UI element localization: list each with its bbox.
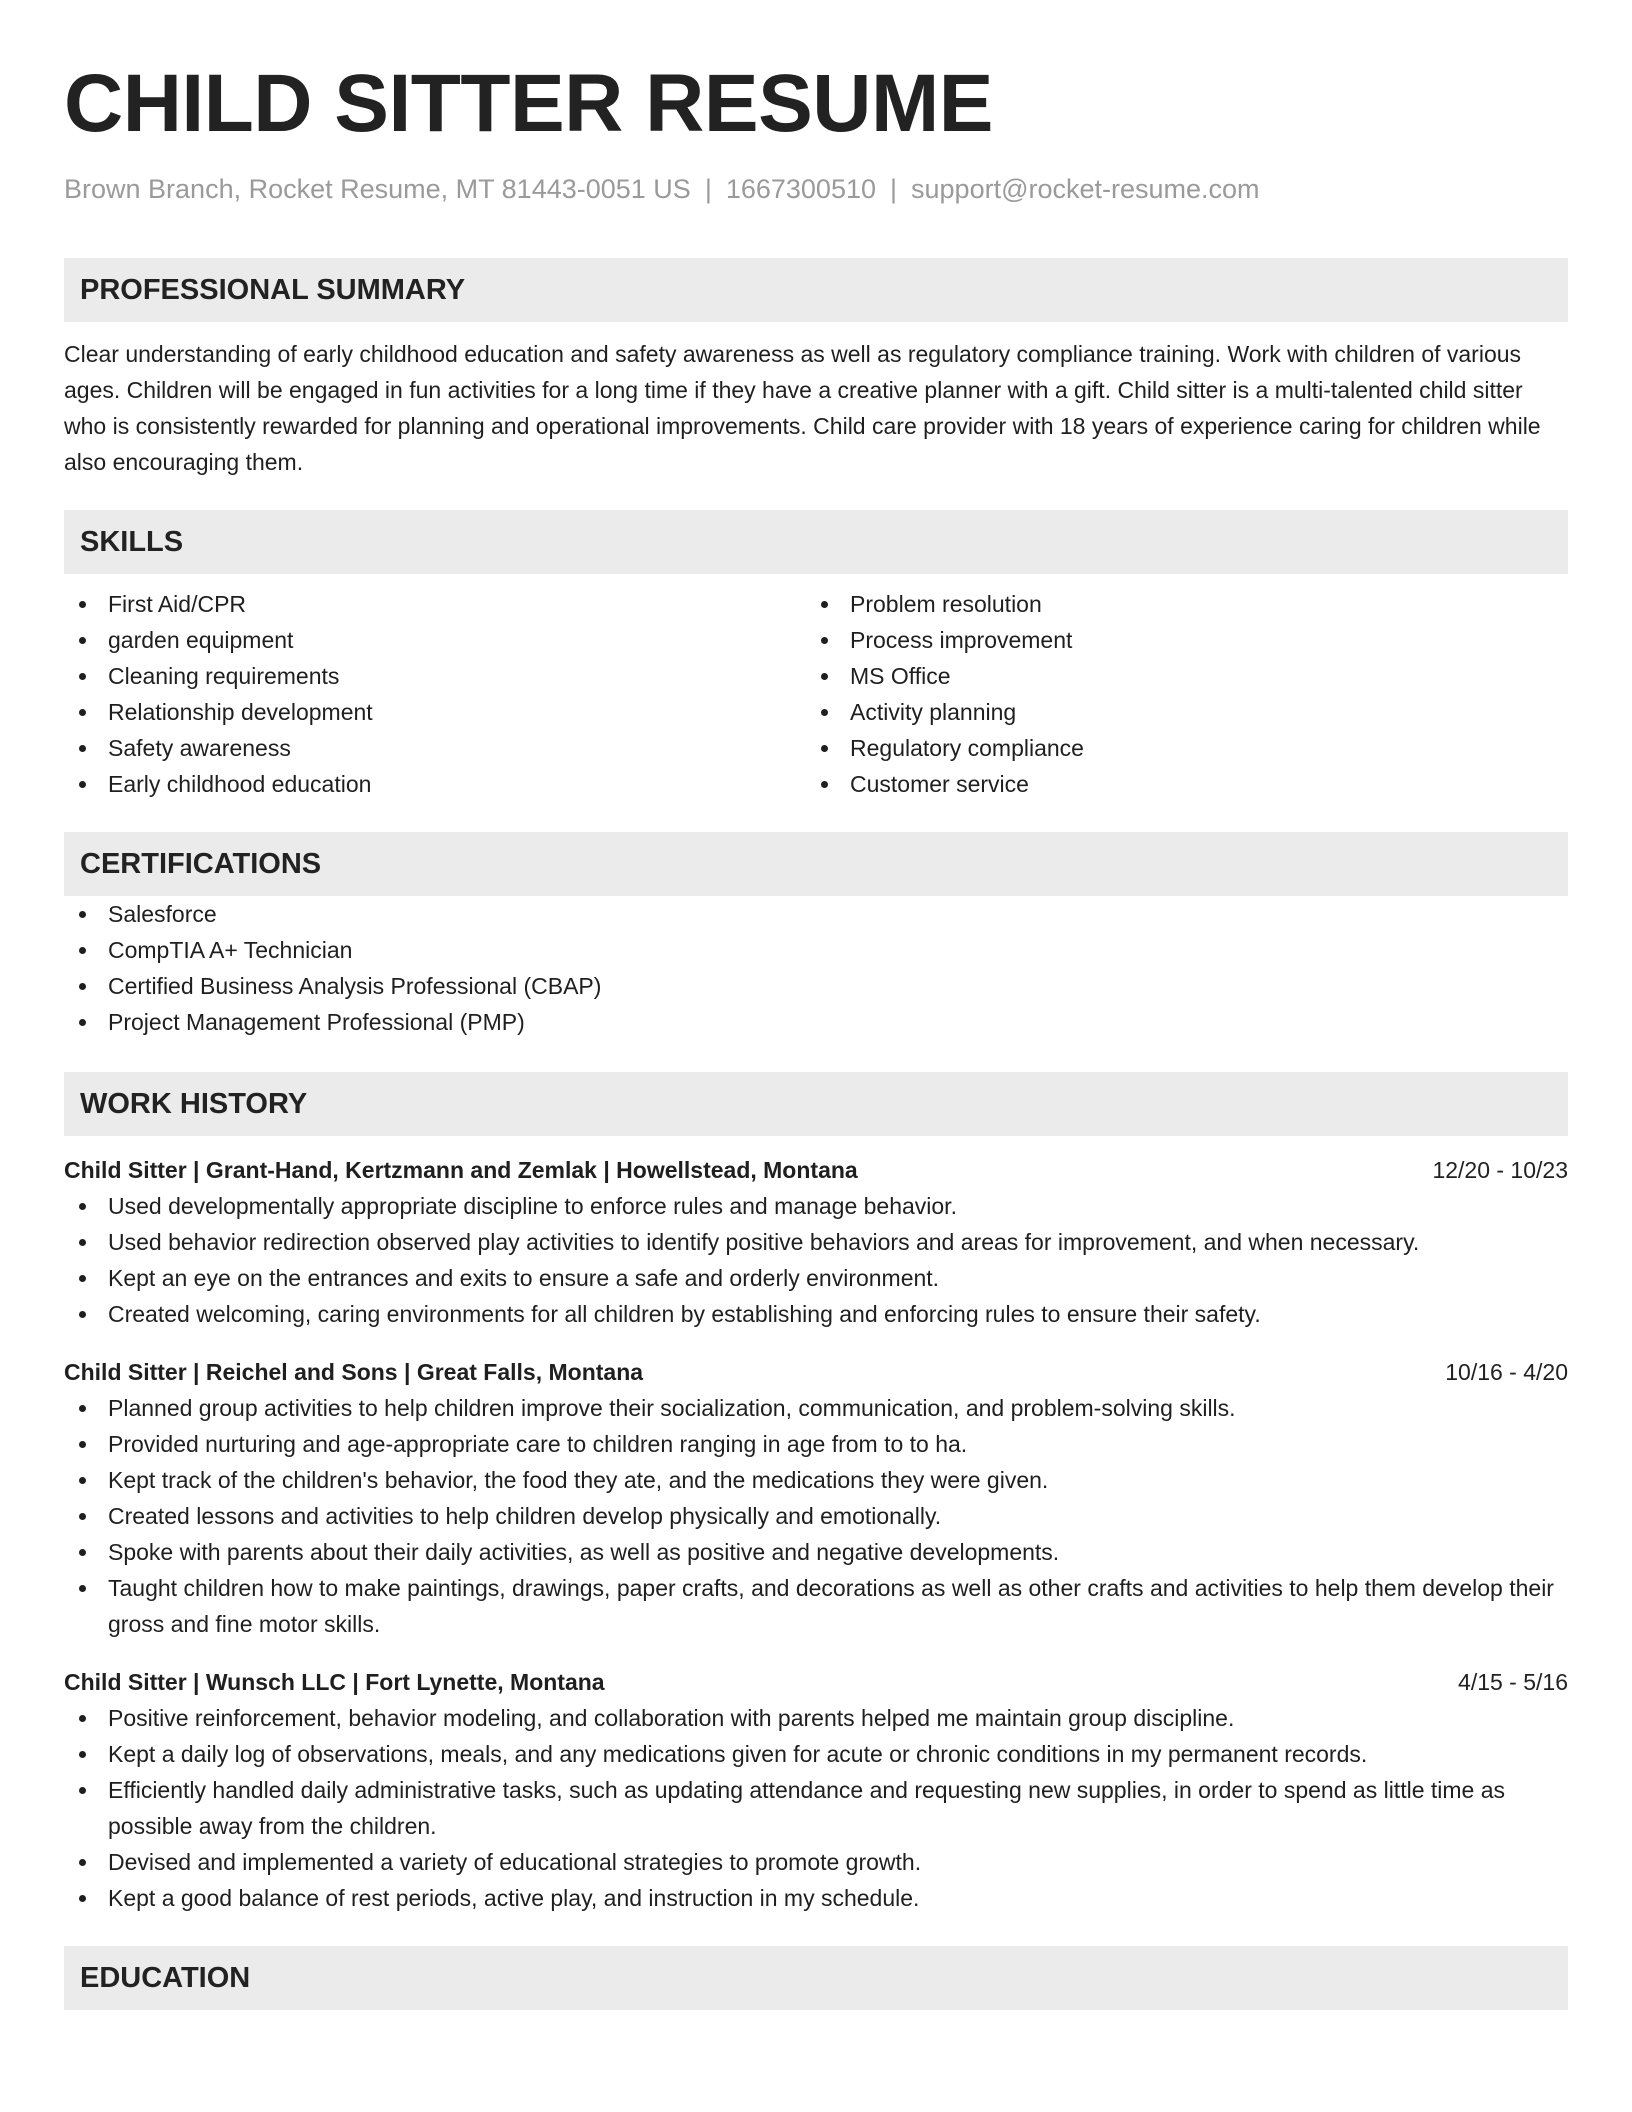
- resume-title: CHILD SITTER RESUME: [64, 58, 993, 149]
- job-bullet: Positive reinforcement, behavior modeling, and collaboration with parents helped me maintain group discipline.: [64, 1700, 1568, 1736]
- skill-item: First Aid/CPR: [64, 586, 806, 622]
- skill-item: Early childhood education: [64, 766, 806, 802]
- job-bullet: Created lessons and activities to help children develop physically and emotionally.: [64, 1498, 1568, 1534]
- job-title: Child Sitter | Grant-Hand, Kertzmann and Zemlak | Howellstead, Montana: [64, 1157, 858, 1183]
- certification-item: Project Management Professional (PMP): [64, 1004, 1568, 1040]
- skill-item: Regulatory compliance: [806, 730, 1548, 766]
- skill-item: MS Office: [806, 658, 1548, 694]
- contact-separator: |: [704, 174, 712, 204]
- job-header: [64, 1664, 1568, 1700]
- certifications-list: [64, 896, 1568, 1040]
- skill-item: Relationship development: [64, 694, 806, 730]
- job-dates: 10/16 - 4/20: [1445, 1359, 1568, 1385]
- skills-columns: [64, 586, 1568, 802]
- summary-text: Clear understanding of early childhood education and safety awareness as well as regulatory compliance training. Work with children of various ages. Children will be engaged in fun activities for a long time if they have a creative planner with a gift. Child sitter is a multi-talented child sitter who is consistently rewarded for planning and operational improvements. Child care provider with 18 years of experience caring for children while also encouraging them.: [64, 341, 1541, 475]
- job-bullet: Kept an eye on the entrances and exits to ensure a safe and orderly environment.: [64, 1260, 1568, 1296]
- contact-address: Brown Branch, Rocket Resume, MT 81443-0051 US: [64, 174, 691, 204]
- skill-item: Problem resolution: [806, 586, 1548, 622]
- job-entry: [64, 1664, 1568, 1916]
- section-heading-education: EDUCATION: [64, 1946, 1568, 2010]
- job-entry: [64, 1152, 1568, 1332]
- skill-item: garden equipment: [64, 622, 806, 658]
- certification-item: Certified Business Analysis Professional (CBAP): [64, 968, 1568, 1004]
- job-header: [64, 1354, 1568, 1390]
- job-bullet: Kept a daily log of observations, meals, and any medications given for acute or chronic conditions in my permanent records.: [64, 1736, 1568, 1772]
- skill-item: Safety awareness: [64, 730, 806, 766]
- section-heading-work-history: WORK HISTORY: [64, 1072, 1568, 1136]
- job-bullet: Spoke with parents about their daily activities, as well as positive and negative developments.: [64, 1534, 1568, 1570]
- job-bullet: Kept a good balance of rest periods, active play, and instruction in my schedule.: [64, 1880, 1568, 1916]
- skill-item: Cleaning requirements: [64, 658, 806, 694]
- job-bullet-list: [64, 1390, 1568, 1642]
- job-bullet: Taught children how to make paintings, drawings, paper crafts, and decorations as well as other crafts and activities to help them develop their gross and fine motor skills.: [64, 1570, 1568, 1642]
- skill-item: Process improvement: [806, 622, 1548, 658]
- skill-item: Customer service: [806, 766, 1548, 802]
- section-heading-certifications: CERTIFICATIONS: [64, 832, 1568, 896]
- skills-list-right: [806, 586, 1548, 802]
- job-bullet: Devised and implemented a variety of educational strategies to promote growth.: [64, 1844, 1568, 1880]
- job-dates: 4/15 - 5/16: [1458, 1669, 1568, 1695]
- job-bullet: Planned group activities to help children improve their socialization, communication, and problem-solving skills.: [64, 1390, 1568, 1426]
- contact-email: support@rocket-resume.com: [911, 174, 1260, 204]
- job-entry: [64, 1354, 1568, 1642]
- job-bullet: Used behavior redirection observed play activities to identify positive behaviors and areas for improvement, and when necessary.: [64, 1224, 1568, 1260]
- contact-phone: 1667300510: [725, 174, 876, 204]
- section-heading-skills: SKILLS: [64, 510, 1568, 574]
- contact-line: [64, 172, 1568, 206]
- job-dates: 12/20 - 10/23: [1432, 1157, 1568, 1183]
- job-bullet: Provided nurturing and age-appropriate care to children ranging in age from to to ha.: [64, 1426, 1568, 1462]
- job-header: [64, 1152, 1568, 1188]
- job-title: Child Sitter | Wunsch LLC | Fort Lynette, Montana: [64, 1669, 605, 1695]
- skills-list-left: [64, 586, 806, 802]
- job-bullet: Kept track of the children's behavior, the food they ate, and the medications they were given.: [64, 1462, 1568, 1498]
- section-heading-summary: PROFESSIONAL SUMMARY: [64, 258, 1568, 322]
- certification-item: CompTIA A+ Technician: [64, 932, 1568, 968]
- job-bullet: Used developmentally appropriate discipline to enforce rules and manage behavior.: [64, 1188, 1568, 1224]
- job-bullet-list: [64, 1700, 1568, 1916]
- job-bullet: Created welcoming, caring environments for all children by establishing and enforcing rules to ensure their safety.: [64, 1296, 1568, 1332]
- contact-separator: |: [890, 174, 898, 204]
- job-bullet: Efficiently handled daily administrative tasks, such as updating attendance and requesting new supplies, in order to spend as little time as possible away from the children.: [64, 1772, 1568, 1844]
- certification-item: Salesforce: [64, 896, 1568, 932]
- skill-item: Activity planning: [806, 694, 1548, 730]
- job-title: Child Sitter | Reichel and Sons | Great Falls, Montana: [64, 1359, 644, 1385]
- job-bullet-list: [64, 1188, 1568, 1332]
